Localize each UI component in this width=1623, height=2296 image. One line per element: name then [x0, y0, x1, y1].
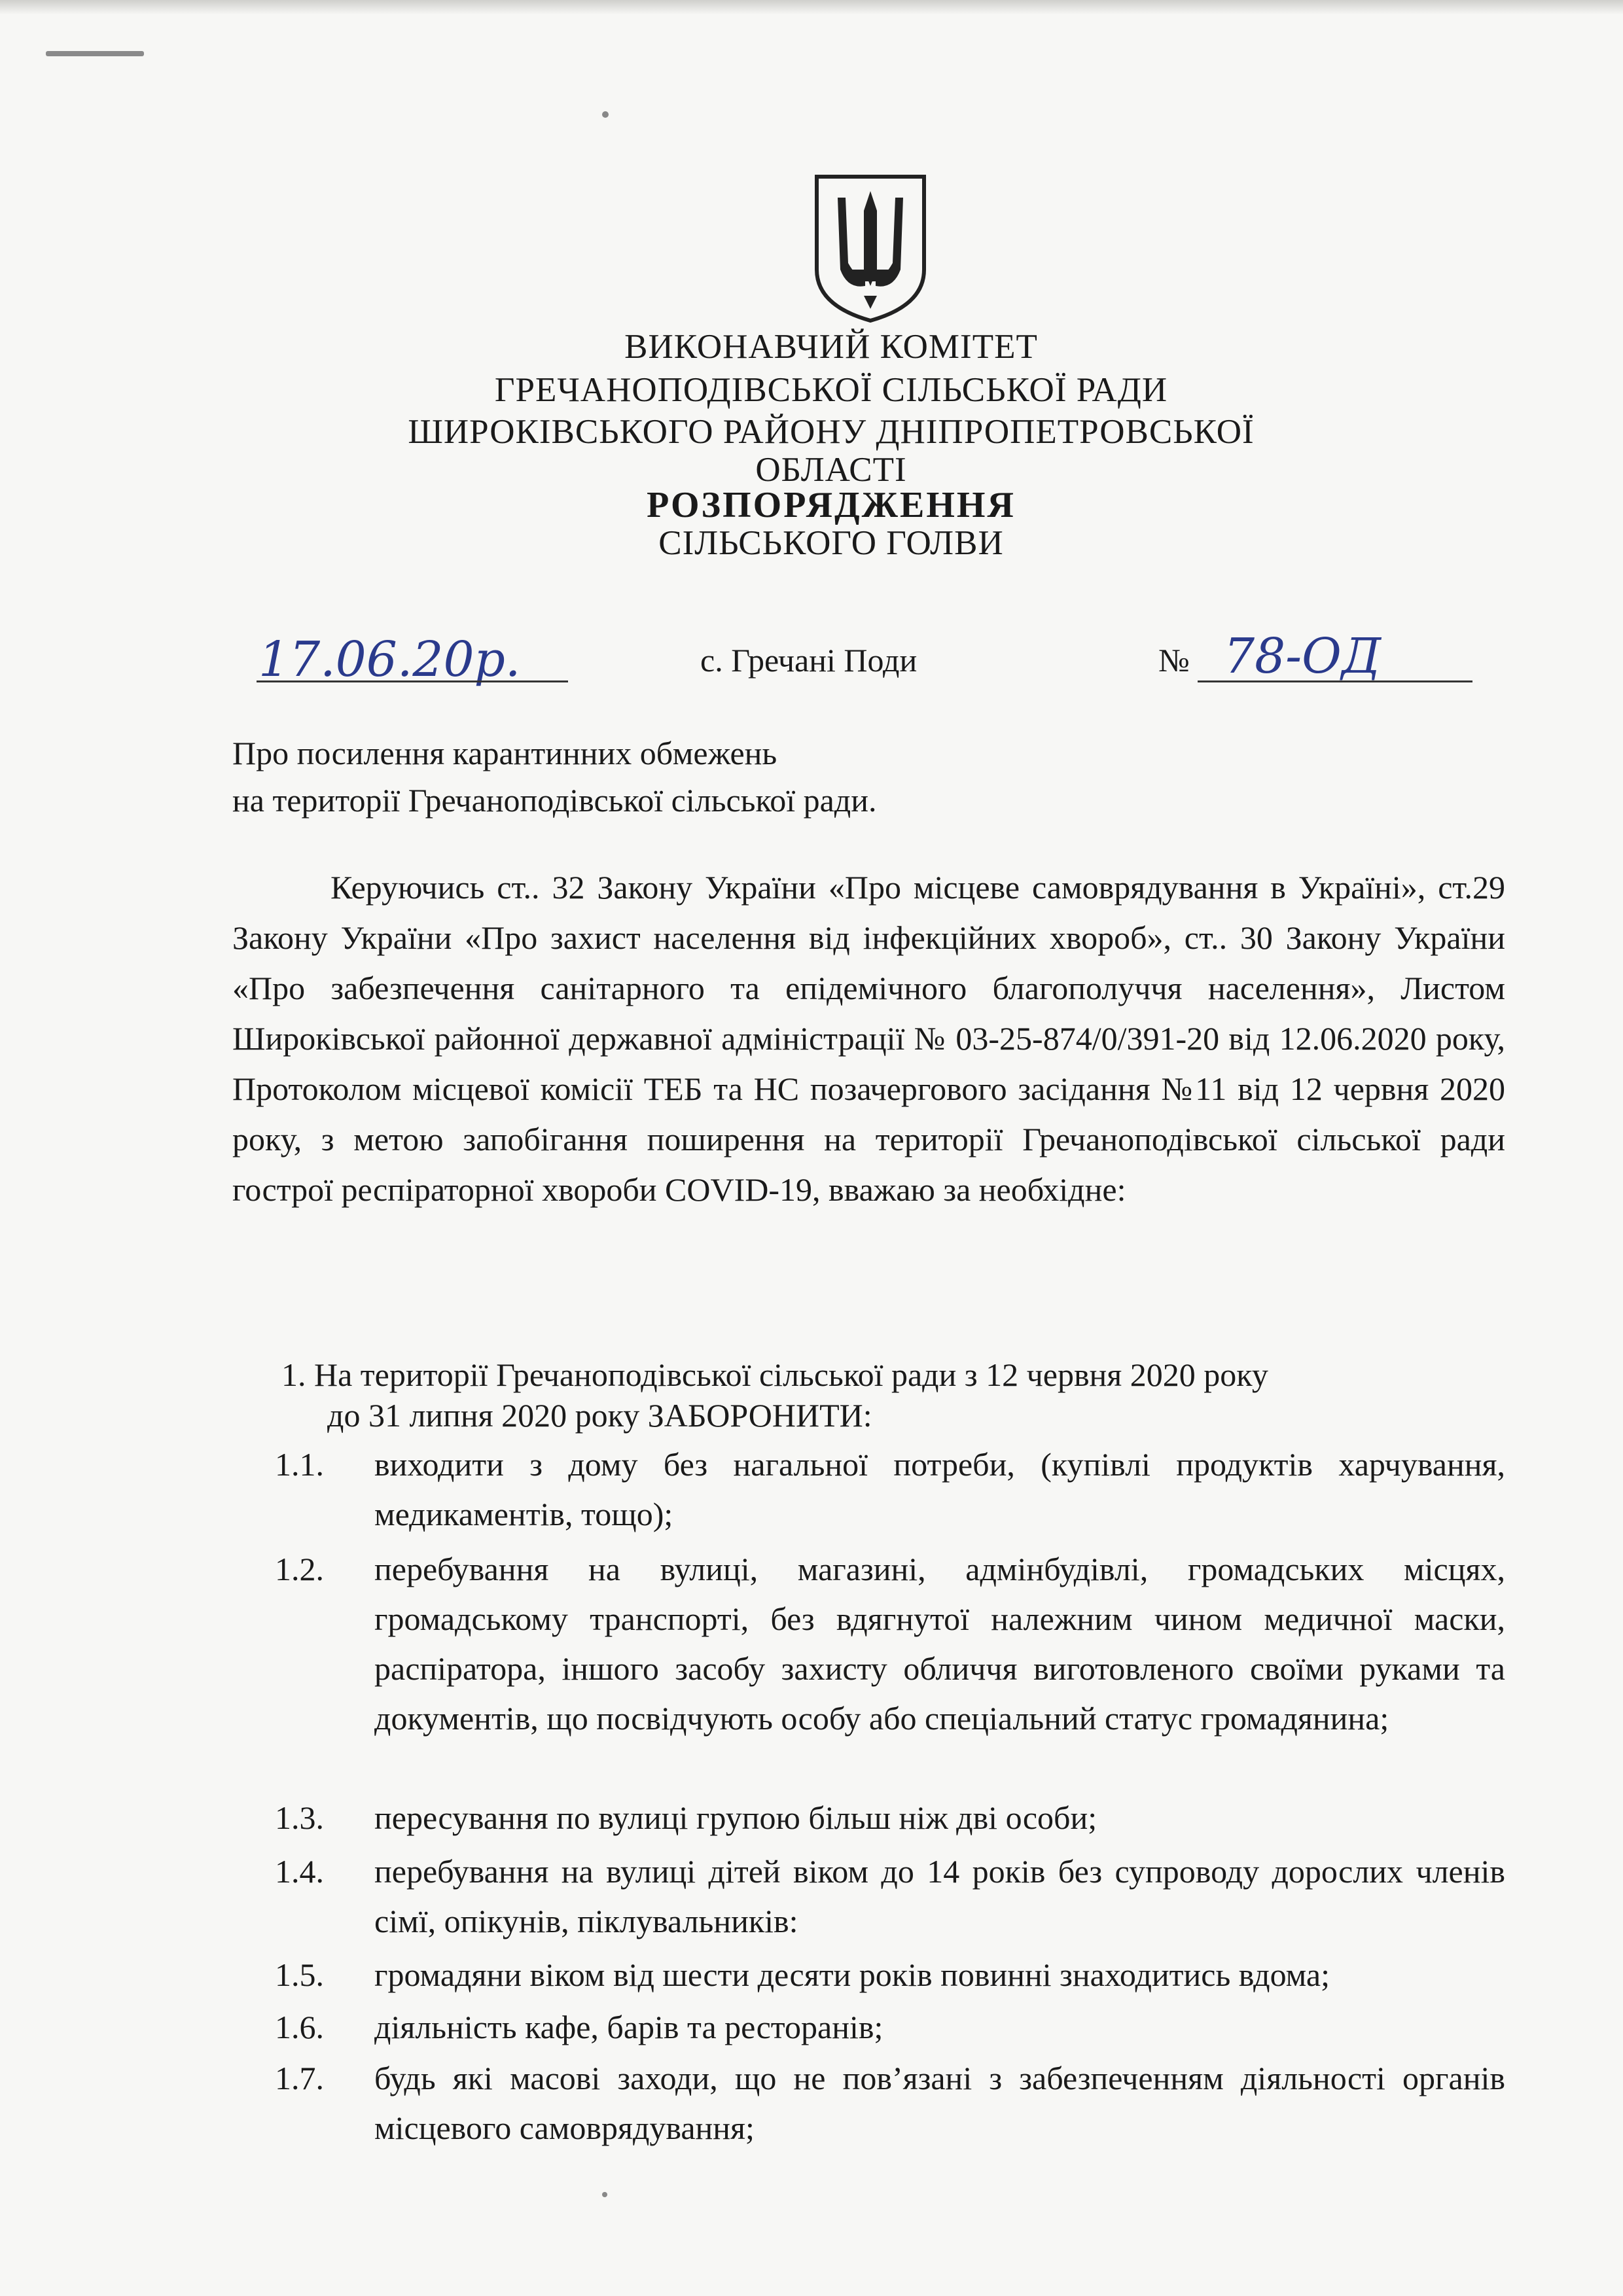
subitem-number: 1.1. [275, 1446, 324, 1483]
subitem-text: громадяни віком від шести десяти років повинні знаходитись вдома; [374, 1956, 1330, 1993]
subitem [275, 1439, 1505, 1539]
header-district: ШИРОКІВСЬКОГО РАЙОНУ ДНІПРОПЕТРОВСЬКОЇ [408, 413, 1255, 451]
subitem-text: перебування на вулиці дітей віком до 14 років без супроводу дорослих членів сімї, опікунів, піклувальників: [374, 1853, 1505, 1939]
subject-line-2: на території Гречаноподівської сільської ради. [232, 782, 877, 819]
header-council: ГРЕЧАНОПОДІВСЬКОЇ СІЛЬСЬКОЇ РАДИ [494, 371, 1168, 409]
handwritten-number: 78-ОД [1224, 628, 1381, 684]
preamble-paragraph: Керуючись ст.. 32 Закону України «Про місцеве самоврядування в Україні», ст.29 Закону України «Про захист населення від інфекційних хвороб», ст.. 30 Закону України «Про забезпечення санітарного та епідемічного благополуччя населення», Листом Широківської районної державної адміністрації № 03-25-874/0/391-20 від 12.06.2020 року, Протоколом місцевої комісії ТЕБ та НС позачергового засідання №11 від 12 червня 2020 року, з метою запобігання поширення на території Гречаноподівської сільської ради гострої респіраторної хвороби COVID-19, вважаю за необхідне: [232, 869, 1505, 1208]
subject-line-1: Про посилення карантинних обмежень [232, 735, 777, 771]
subitem [275, 1950, 1505, 2000]
subitem-text: виходити з дому без нагальної потреби, (купівлі продуктів харчування, медикаментів, тощо); [374, 1446, 1505, 1532]
subitem-text: діяльність кафе, барів та ресторанів; [374, 2009, 883, 2045]
subitem-number: 1.7. [275, 2060, 324, 2096]
scan-edge-shadow [0, 0, 1623, 14]
item-1-line-2: до 31 липня 2020 року ЗАБОРОНИТИ: [327, 1397, 872, 1434]
subitem-number: 1.3. [275, 1799, 324, 1836]
subitem [275, 1846, 1505, 1946]
scan-speck [602, 2192, 607, 2197]
scan-corner-mark [46, 51, 144, 56]
subitem-number: 1.6. [275, 2009, 324, 2045]
subitem-text: будь які масові заходи, що не пов’язані з забезпеченням діяльності органів місцевого самоврядування; [374, 2060, 1505, 2146]
header-region: ОБЛАСТІ [755, 451, 907, 489]
number-sign: № [1158, 642, 1190, 679]
subitem [275, 2002, 1505, 2052]
subitem-number: 1.2. [275, 1551, 324, 1587]
subitem-text: пересування по вулиці групою більш ніж дві особи; [374, 1799, 1097, 1836]
coat-of-arms-icon [812, 171, 929, 325]
document-subject [232, 730, 877, 824]
document-place: с. Гречані Поди [700, 642, 918, 679]
subitem [275, 2053, 1505, 2153]
header-committee: ВИКОНАВЧИЙ КОМІТЕТ [624, 328, 1038, 366]
item-1-line-1: 1. На території Гречаноподівської сільської ради з 12 червня 2020 року [281, 1356, 1268, 1393]
subitem-text: перебування на вулиці, магазині, адмінбудівлі, громадських місцях, громадському транспорті, без вдягнутої належним чином медичної маски, распіратора, іншого засобу захисту обличчя виготовленого своїми руками та документів, що посвідчують особу або спеціальний статус громадянина; [374, 1551, 1505, 1737]
date-underline [257, 680, 568, 682]
item-1 [281, 1354, 1505, 1436]
subitem [275, 1544, 1505, 1743]
header-doc-type: РОЗПОРЯДЖЕННЯ [647, 485, 1016, 525]
subitem [275, 1793, 1505, 1843]
handwritten-date: 17.06.20р. [259, 631, 521, 688]
scan-speck [602, 111, 609, 118]
subitem-number: 1.5. [275, 1956, 324, 1993]
number-underline [1198, 680, 1472, 682]
subitem-number: 1.4. [275, 1853, 324, 1890]
header-head: СІЛЬСЬКОГО ГОЛВИ [658, 524, 1004, 562]
